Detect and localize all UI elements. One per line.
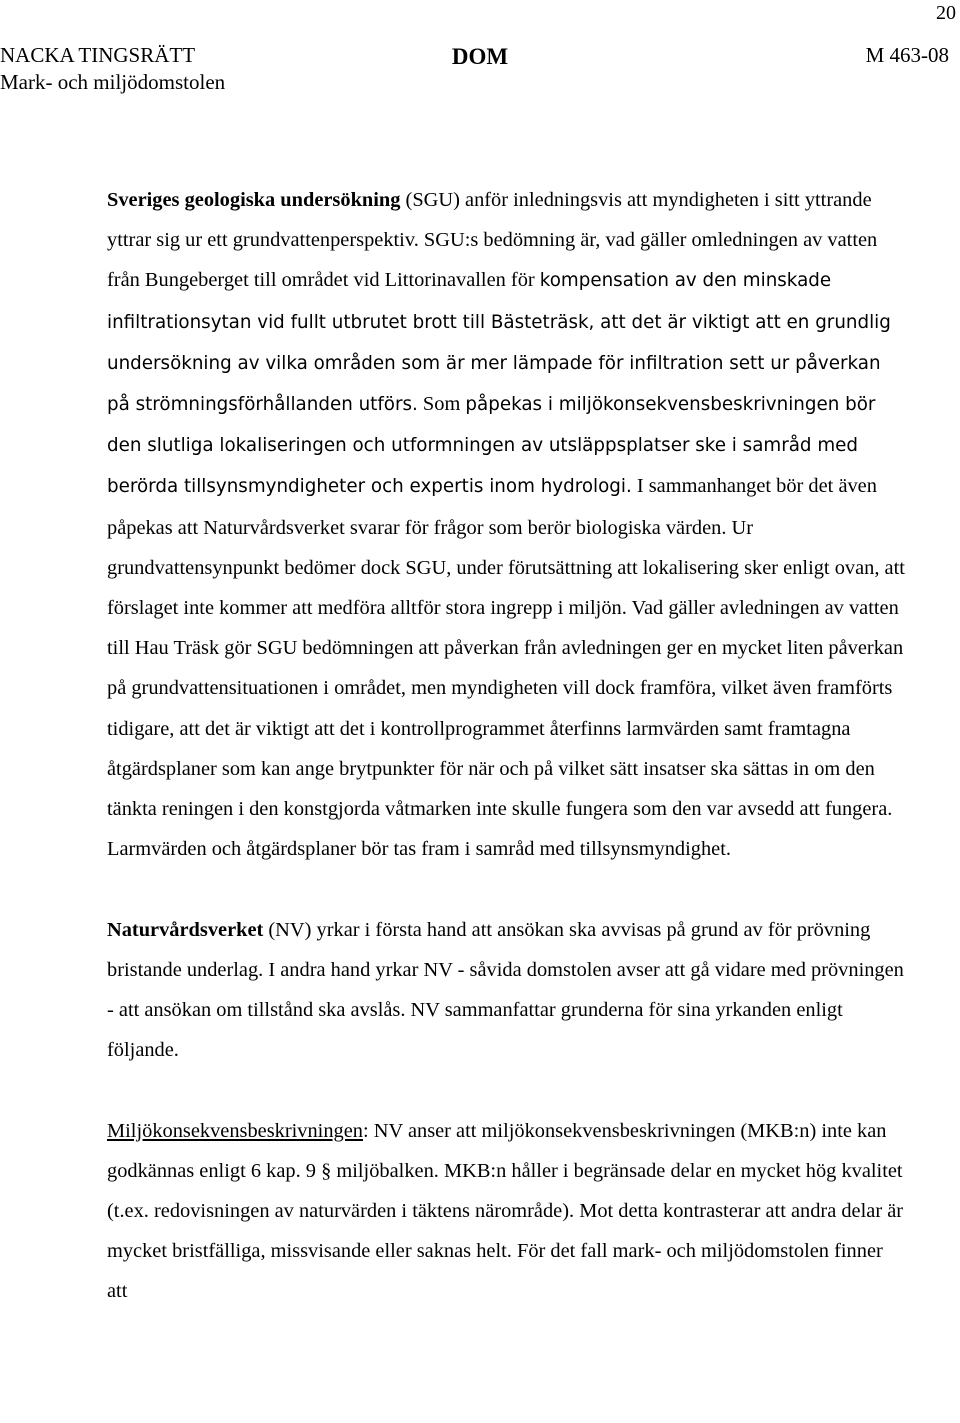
court-name: NACKA TINGSRÄTT: [0, 43, 196, 67]
document-body: [107, 180, 907, 1312]
nv-text: (NV) yrkar i första hand att ansökan ska avvisas på grund av för prövning bristande underlag. I andra hand yrkar NV - såvida domstolen avser att gå vidare med prövningen - att ansökan om tillstånd ska avslås. NV sammanfattar grunderna för sina yrkanden enligt följande.: [107, 918, 904, 1062]
sgu-paragraph: [107, 180, 907, 869]
sgu-sans-text-2: påpekas i miljökonsekvensbeskrivningen bör den slutliga lokaliseringen och utformningen av utsläppsplatser ske i samråd med berörda tillsynsmyndigheter och expertis inom hydrologi.: [107, 394, 876, 498]
sgu-sans-text: kompensation av den minskade infiltrationsytan vid fullt utbrutet brott till Bästeträsk, att det är viktigt att en grundlig undersökning av vilka områden som är mer lämpade för infiltration sett ur påverkan på strömningsförhållanden utförs.: [107, 270, 891, 416]
document-type: DOM: [451, 44, 509, 69]
mkb-paragraph: [107, 1111, 907, 1312]
page-number: 20: [936, 2, 956, 24]
mkb-heading: Miljökonsekvensbeskrivningen: [107, 1119, 363, 1142]
sgu-connector: Som: [417, 393, 466, 416]
sgu-rest: I sammanhanget bör det även påpekas att Naturvårdsverket svarar för frågor som berör biologiska värden. Ur grundvattensynpunkt bedömer dock SGU, under förutsättning att lokalisering sker enligt ovan, att förslaget inte kommer att medföra alltför stora ingrepp i miljön. Vad gäller avledningen av vatten till Hau Träsk gör SGU bedömningen att påverkan från avledningen ger en mycket liten påverkan på grundvattensituationen i området, men myndigheten vill dock framföra, vilket även framförts tidigare, att det är viktigt att det i kontrollprogrammet återfinns larmvärden samt framtagna åtgärdsplaner som kan ange brytpunkter för när och på vilket sätt insatser ska sättas in om den tänkta reningen i den konstgjorda våtmarken inte skulle fungera som den var avsedd att fungera. Larmvärden och åtgärdsplaner bör tas fram i samråd med tillsynsmyndighet.: [107, 475, 905, 861]
case-number: M 463-08: [865, 43, 949, 67]
paragraph-gap: [107, 869, 907, 909]
mkb-text-1: : NV anser att miljökonsekvensbeskrivningen (MKB:n) inte kan godkännas enligt 6 kap. 9: [107, 1119, 887, 1182]
nv-paragraph: [107, 910, 907, 1071]
section-sign: §: [321, 1159, 332, 1182]
nv-name: Naturvårdsverket: [107, 918, 264, 941]
document-header: [0, 42, 960, 98]
mkb-text-2: miljöbalken. MKB:n håller i begränsade delar en mycket hög kvalitet (t.ex. redovisningen av naturvärden i täktens närområde). Mot detta kontrasterar att andra delar är mycket bristfälliga, missvisande eller saknas helt. För det fall mark- och miljödomstolen finner att: [107, 1159, 904, 1303]
sgu-name: Sveriges geologiska undersökning: [107, 189, 401, 211]
court-department: Mark- och miljödomstolen: [0, 70, 226, 94]
sgu-intro: (SGU) anför inledningsvis att myndigheten i sitt yttrande yttrar sig ur ett grundvattenperspektiv. SGU:s bedömning är, vad gäller omledningen av vatten från Bungeberget till området vid Littorinavallen för: [107, 189, 878, 292]
paragraph-gap: [107, 1070, 907, 1110]
